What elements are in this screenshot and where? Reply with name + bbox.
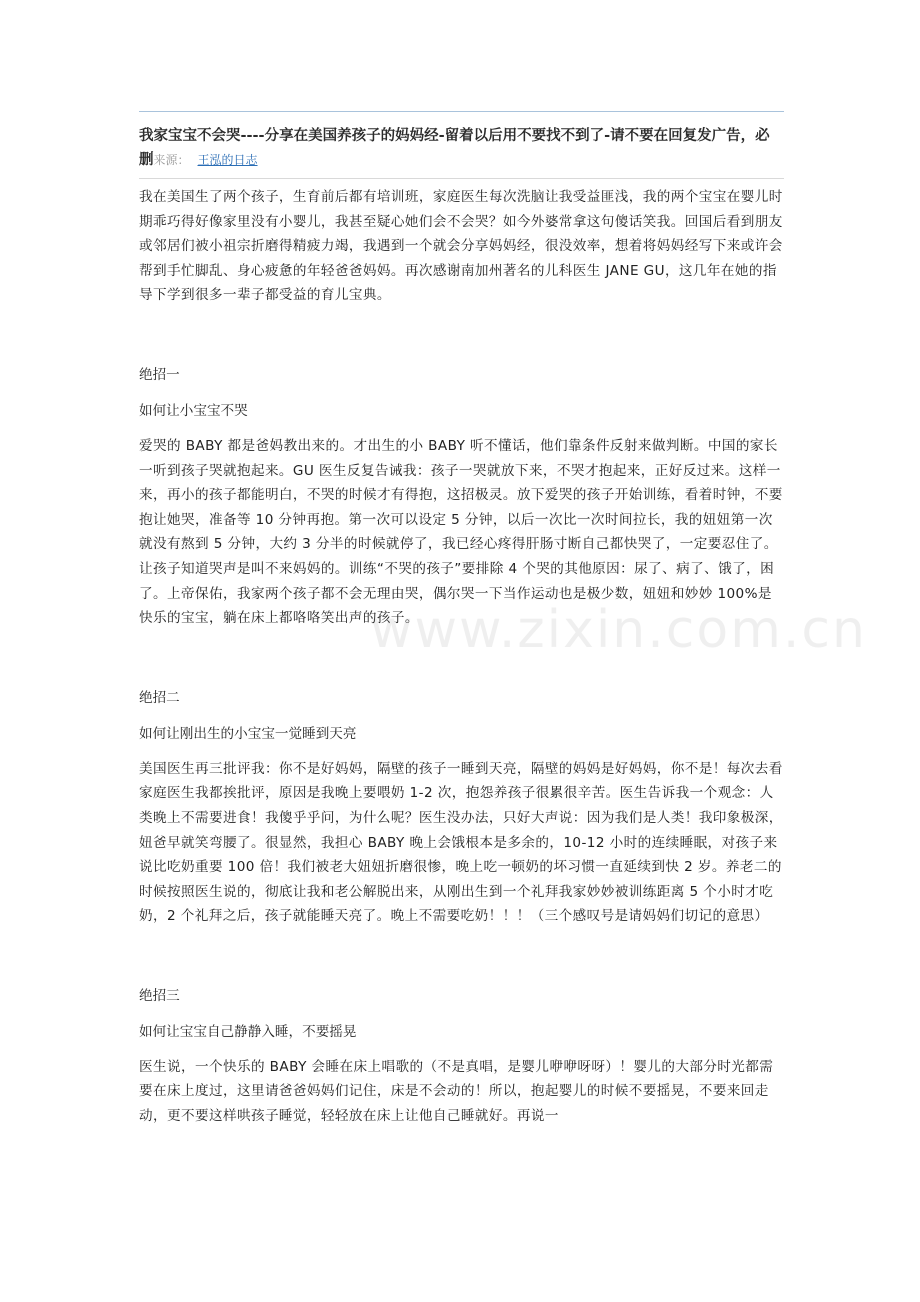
- section-1-body: 爱哭的 BABY 都是爸妈教出来的。才出生的小 BABY 听不懂话，他们靠条件反射来做判断。中国的家长一听到孩子哭就抱起来。GU 医生反复告诫我：孩子一哭就放下来，不哭才抱起来，正好反过来。这样一来，再小的孩子都能明白，不哭的时候才有得抱，这招极灵。放下爱哭的孩子开始训练，看着时钟，不要抱让她哭，准备等 10 分钟再抱。第一次可以设定 5 分钟，以后一次比一次时间拉长，我的妞妞第一次就没有熬到 5 分钟，大约 3 分半的时候就停了，我已经心疼得肝肠寸断自己都快哭了，一定要忍住了。让孩子知道哭声是叫不来妈妈的。训练“不哭的孩子”要排除 4 个哭的其他原因：尿了、病了、饿了，困了。上帝保佑，我家两个孩子都不会无理由哭，偶尔哭一下当作运动也是极少数，妞妞和妙妙 100%是快乐的宝宝，躺在床上都咯咯笑出声的孩子。: [139, 437, 783, 627]
- article-title: 我家宝宝不会哭----分享在美国养孩子的妈妈经-留着以后用不要找不到了-请不要在回复发广告，必删: [139, 128, 770, 168]
- section-3-subtitle: 如何让宝宝自己静静入睡，不要摇晃: [139, 1023, 357, 1040]
- section-2-label: 绝招二: [139, 689, 180, 706]
- section-3-body: 医生说，一个快乐的 BABY 会睡在床上唱歌的（不是真唱，是婴儿咿咿呀呀）！婴儿的大部分时光都需要在床上度过，这里请爸爸妈妈们记住，床是不会动的！所以，抱起婴儿的时候不要摇晃，不要来回走动，更不要这样哄孩子睡觉，轻轻放在床上让他自己睡就好。再说一: [139, 1058, 774, 1125]
- document-page: [139, 111, 784, 1129]
- source-label: 来源：: [153, 153, 190, 167]
- source-link[interactable]: 王泓的日志: [197, 153, 258, 167]
- top-divider: [139, 111, 784, 112]
- watermark-text: www.zixin.com.cn: [370, 600, 867, 660]
- section-1-label: 绝招一: [139, 366, 180, 383]
- section-3-label: 绝招三: [139, 987, 180, 1004]
- article-title-block: [139, 124, 784, 172]
- intro-paragraph: 我在美国生了两个孩子，生育前后都有培训班，家庭医生每次洗脑让我受益匪浅，我的两个宝宝在婴儿时期乖巧得好像家里没有小婴儿，我甚至疑心她们会不会哭？如今外婆常拿这句傻话笑我。回国后看到朋友或邻居们被小祖宗折磨得精疲力竭，我遇到一个就会分享妈妈经，很没效率，想着将妈妈经写下来或许会帮到手忙脚乱、身心疲惫的年轻爸爸妈妈。再次感谢南加州著名的儿科医生 JANE GU，这几年在她的指导下学到很多一辈子都受益的育儿宝典。: [139, 189, 783, 304]
- section-2-body: 美国医生再三批评我：你不是好妈妈，隔壁的孩子一睡到天亮，隔壁的妈妈是好妈妈，你不是！每次去看家庭医生我都挨批评，原因是我晚上要喂奶 1-2 次，抱怨养孩子很累很辛苦。医生告诉我一个观念：人类晚上不需要进食！我傻乎乎问，为什么呢？医生没办法，只好大声说：因为我们是人类！我印象极深，妞爸早就笑弯腰了。很显然，我担心 BABY 晚上会饿根本是多余的，10-12 小时的连续睡眠，对孩子来说比吃奶重要 100 倍！我们被老大妞妞折磨很惨，晚上吃一顿奶的坏习惯一直延续到快 2 岁。养老二的时候按照医生说的，彻底让我和老公解脱出来，从刚出生到一个礼拜我家妙妙被训练距离 5 个小时才吃奶，2 个礼拜之后，孩子就能睡天亮了。晚上不需要吃奶！！！（三个感叹号是请妈妈们切记的意思）: [139, 760, 783, 925]
- section-2-subtitle: 如何让刚出生的小宝宝一觉睡到天亮: [139, 725, 357, 742]
- title-divider: [139, 178, 784, 179]
- section-1-subtitle: 如何让小宝宝不哭: [139, 402, 248, 419]
